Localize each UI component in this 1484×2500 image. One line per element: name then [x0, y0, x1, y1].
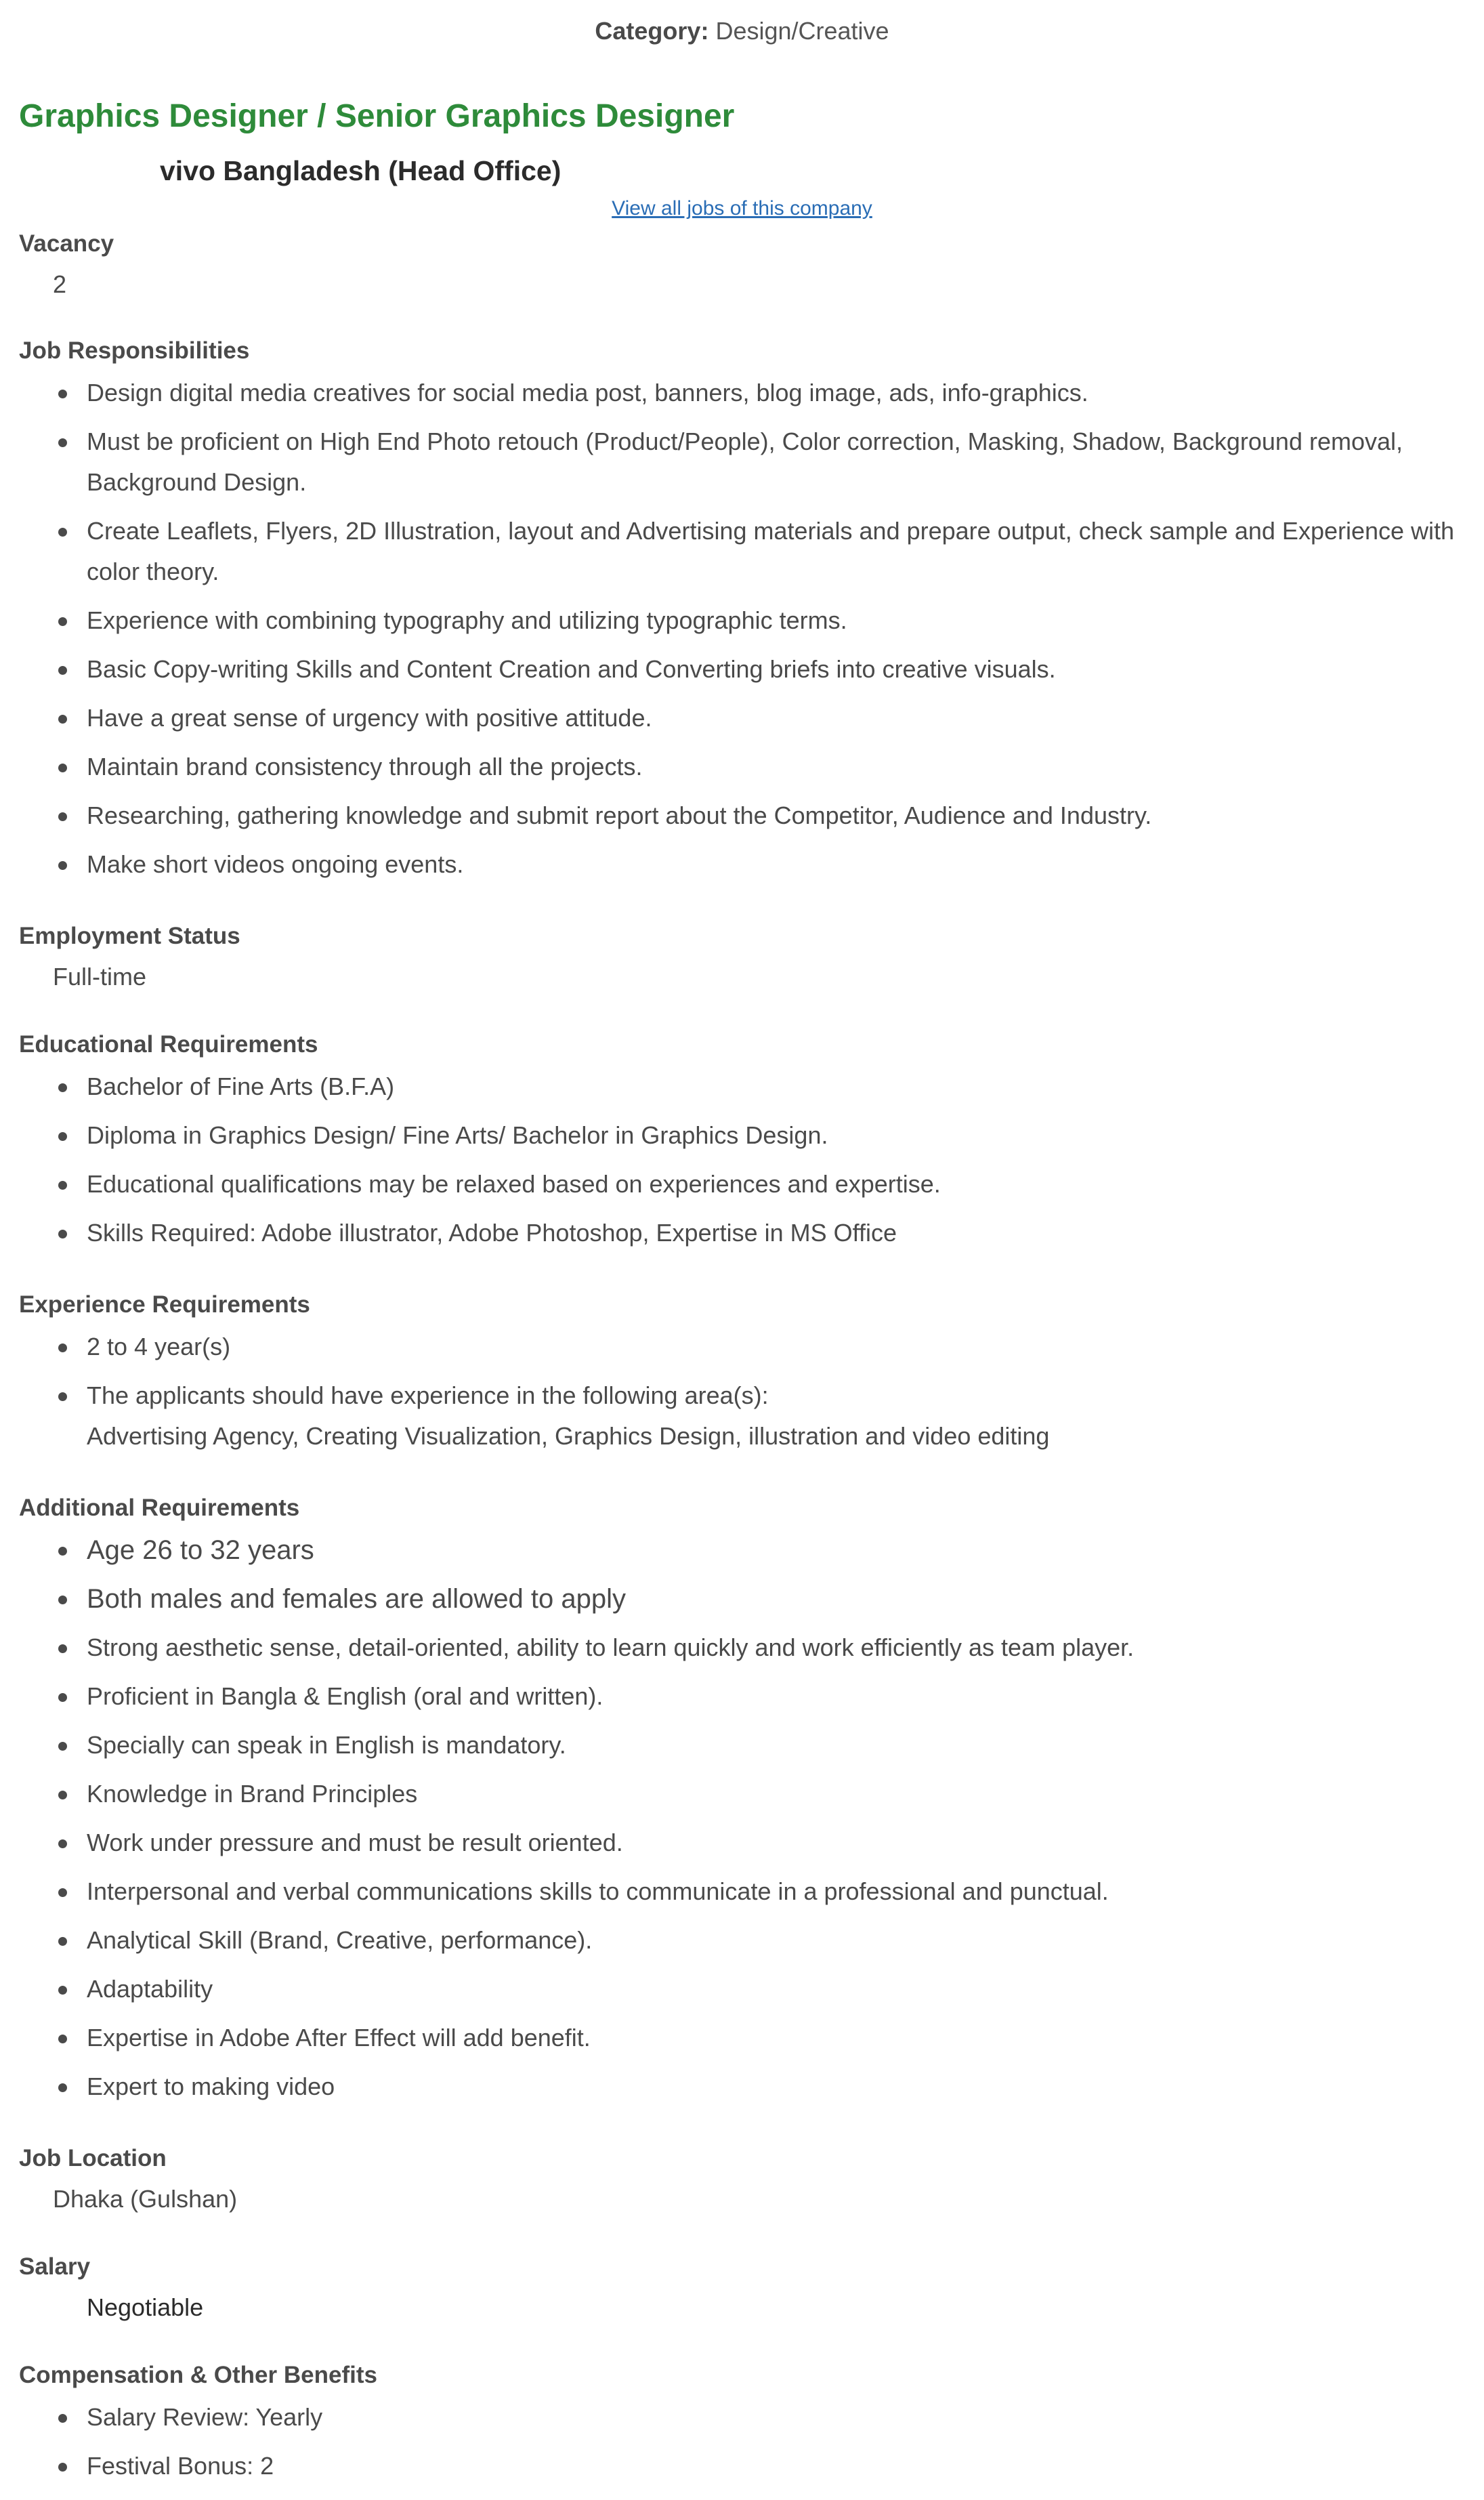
- category-value: Design/Creative: [715, 17, 889, 45]
- list-item: Interpersonal and verbal communications skills to communicate in a professional and punctual.: [19, 1871, 1465, 1912]
- education-heading: Educational Requirements: [19, 1031, 318, 1058]
- additional-heading: Additional Requirements: [19, 1495, 300, 1521]
- list-item: Skills Required: Adobe illustrator, Adobe Photoshop, Expertise in MS Office: [19, 1213, 1465, 1253]
- employment-heading: Employment Status: [19, 923, 240, 949]
- employment-section: [19, 920, 1465, 993]
- list-item: Proficient in Bangla & English (oral and written).: [19, 1676, 1465, 1717]
- list-item: Create Leaflets, Flyers, 2D Illustration, layout and Advertising materials and prepare output, check sample and Experience with color theory.: [19, 511, 1465, 592]
- responsibilities-list: [19, 373, 1465, 885]
- experience-heading: Experience Requirements: [19, 1291, 310, 1318]
- list-item: Basic Copy-writing Skills and Content Creation and Converting briefs into creative visuals.: [19, 649, 1465, 690]
- list-item: Experience with combining typography and utilizing typographic terms.: [19, 600, 1465, 641]
- category-line: [19, 0, 1465, 47]
- additional-list: [19, 1530, 1465, 2107]
- location-value: Dhaka (Gulshan): [53, 2185, 238, 2213]
- education-section: [19, 1028, 1465, 1253]
- list-item: Both males and females are allowed to apply: [19, 1579, 1465, 1619]
- benefits-heading: Compensation & Other Benefits: [19, 2362, 377, 2388]
- salary-heading: Salary: [19, 2253, 91, 2280]
- education-list: [19, 1066, 1465, 1253]
- list-item: Educational qualifications may be relaxed based on experiences and expertise.: [19, 1164, 1465, 1205]
- list-item: Expert to making video: [19, 2066, 1465, 2107]
- experience-area-list: Advertising Agency, Creating Visualization, Graphics Design, illustration and video editing: [87, 1422, 1050, 1450]
- view-all-jobs-wrapper: [19, 190, 1465, 222]
- company-name: vivo Bangladesh (Head Office): [160, 155, 561, 186]
- list-item: Have a great sense of urgency with positive attitude.: [19, 698, 1465, 738]
- list-item: Salary Review: Yearly: [19, 2397, 1465, 2438]
- list-item: Specially can speak in English is mandatory.: [19, 1725, 1465, 1766]
- list-item: Make short videos ongoing events.: [19, 844, 1465, 885]
- location-section: [19, 2142, 1465, 2215]
- list-item: [19, 1375, 1465, 1457]
- salary-value: Negotiable: [87, 2293, 204, 2321]
- list-item: Diploma in Graphics Design/ Fine Arts/ Bachelor in Graphics Design.: [19, 1115, 1465, 1156]
- responsibilities-heading: Job Responsibilities: [19, 337, 250, 364]
- vacancy-heading: Vacancy: [19, 230, 114, 257]
- list-item: Bachelor of Fine Arts (B.F.A): [19, 1066, 1465, 1107]
- list-item: Age 26 to 32 years: [19, 1530, 1465, 1570]
- experience-list: [19, 1327, 1465, 1457]
- additional-section: [19, 1492, 1465, 2107]
- list-item: Festival Bonus: 2: [19, 2446, 1465, 2486]
- list-item: Researching, gathering knowledge and submit report about the Competitor, Audience and Industry.: [19, 795, 1465, 836]
- list-item: 2 to 4 year(s): [19, 1327, 1465, 1367]
- job-title: Graphics Designer / Senior Graphics Designer: [19, 98, 735, 134]
- location-heading: Job Location: [19, 2145, 167, 2171]
- list-item: Strong aesthetic sense, detail-oriented, ability to learn quickly and work efficiently as team player.: [19, 1627, 1465, 1668]
- list-item: Work under pressure and must be result oriented.: [19, 1822, 1465, 1863]
- category-label: Category:: [595, 17, 709, 45]
- vacancy-section: [19, 228, 1465, 301]
- list-item: Maintain brand consistency through all the projects.: [19, 747, 1465, 787]
- responsibilities-section: [19, 335, 1465, 885]
- list-item: Knowledge in Brand Principles: [19, 1774, 1465, 1814]
- employment-value: Full-time: [53, 963, 147, 991]
- view-all-jobs-link[interactable]: View all jobs of this company: [612, 197, 872, 220]
- benefits-list: [19, 2397, 1465, 2486]
- list-item: Must be proficient on High End Photo retouch (Product/People), Color correction, Masking, Shadow, Background removal, Background Design.: [19, 421, 1465, 503]
- list-item: Expertise in Adobe After Effect will add benefit.: [19, 2018, 1465, 2058]
- vacancy-value: 2: [53, 270, 67, 298]
- list-item: Analytical Skill (Brand, Creative, performance).: [19, 1920, 1465, 1961]
- experience-section: [19, 1289, 1465, 1457]
- list-item: Adaptability: [19, 1969, 1465, 2009]
- benefits-section: [19, 2359, 1465, 2486]
- experience-area-intro: The applicants should have experience in the following area(s):: [87, 1381, 769, 1409]
- salary-section: [19, 2251, 1465, 2324]
- list-item: Design digital media creatives for social media post, banners, blog image, ads, info-graphics.: [19, 373, 1465, 413]
